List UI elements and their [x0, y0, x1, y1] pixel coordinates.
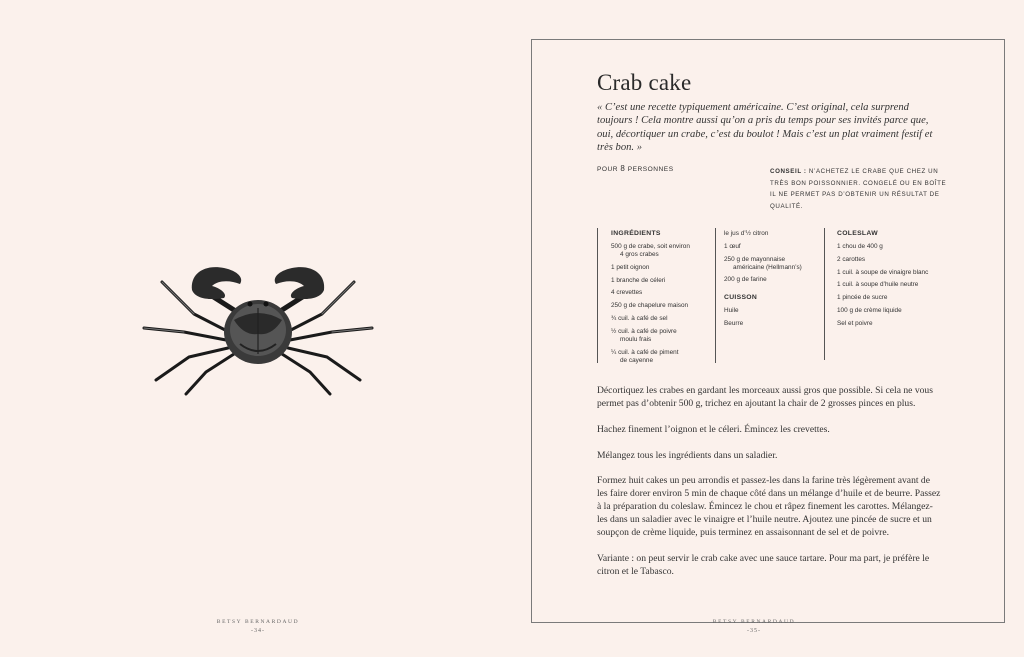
ingredients-column-2: [724, 230, 822, 333]
ingredient-item: 100 g de crème liquide: [837, 306, 902, 314]
ingredient-item: [611, 328, 717, 344]
ingredient-text: 1 branche de céleri: [611, 276, 666, 284]
ingredient-text: ½ cuil. à café de poivre: [611, 327, 677, 335]
ingredient-text: 1 petit oignon: [611, 263, 650, 271]
ingredient-item: [724, 256, 822, 272]
ingredients-heading: INGRÉDIENTS: [611, 230, 661, 237]
ingredient-item: [611, 315, 717, 323]
recipe-step: Mélangez tous les ingrédients dans un saladier.: [597, 449, 778, 461]
recipe-step: Hachez finement l’oignon et le céleri. Émincez les crevettes.: [597, 423, 830, 435]
ingredient-continuation: moulu frais: [620, 335, 652, 343]
coleslaw-column: [837, 230, 957, 333]
servings-suffix: PERSONNES: [627, 166, 674, 173]
ingredient-text: ¼ cuil. à café de piment: [611, 348, 679, 356]
ingredient-text: 250 g de chapelure maison: [611, 302, 689, 310]
recipe-step: Variante : on peut servir le crab cake avec une sauce tartare. Pour ma part, je préfère le citron et le Tabasco.: [597, 552, 930, 577]
ingredient-item: [611, 264, 717, 272]
page-number: -35-: [747, 628, 761, 634]
ingredient-text: 1 œuf: [724, 242, 741, 250]
ingredient-text: ¾ cuil. à café de sel: [611, 314, 668, 322]
ingredient-text: 250 g de mayonnaise: [724, 255, 786, 263]
servings-number: 8: [620, 164, 626, 173]
recipe-step: Formez huit cakes un peu arrondis et passez-les dans la farine très légèrement avant de les faire dorer environ 5 min de chaque côté dans un mélange d’huile et de beurre. Passez à la préparation du coleslaw. Émincez le chou et râpez finement les carottes. Mélangez-les dans un saladier avec le vinaigre et l’huile neutre. Ajoutez une pincée de sucre et un soupçon de crème liquide, puis terminez en assaisonnant de sel et de poivre.: [597, 475, 941, 538]
servings: [597, 164, 674, 173]
cuisson-heading: CUISSON: [724, 294, 758, 302]
ingredient-item: 2 carottes: [837, 255, 866, 263]
recipe-steps: [597, 385, 942, 591]
coleslaw-heading: COLESLAW: [837, 230, 878, 237]
tip-label: CONSEIL :: [770, 168, 807, 175]
column-divider: [824, 228, 825, 360]
page-number: -34-: [251, 628, 265, 634]
recipe-intro-quote: « C’est une recette typiquement américaine. C’est original, cela surprend toujours ! Cela montre aussi qu’on a pris du temps pour ses invités parce que, oui, décortiquer un crabe, c’est du boulot ! Mais c’est un plat vraiment festif et très bon. »: [597, 102, 933, 153]
folio-left: [198, 618, 318, 636]
crab-illustration-icon: [134, 262, 382, 396]
folio-right: [694, 618, 814, 636]
ingredient-text: 200 g de farine: [724, 276, 767, 284]
ingredient-item: Huile: [724, 307, 739, 315]
recipe-title: Crab cake: [597, 70, 692, 95]
ingredient-continuation: américaine (Hellmann’s): [733, 263, 802, 271]
tip-text: N’ACHETEZ LE CRABE QUE CHEZ UN TRÈS BON POISSONNIER. CONGELÉ OU EN BOÎTE IL NE PERMET PAS D’OBTENIR UN RÉSULTAT DE QUALITÉ.: [770, 168, 947, 210]
ingredient-item: [611, 289, 717, 297]
ingredient-item: [724, 276, 822, 284]
ingredient-item: 1 chou de 400 g: [837, 243, 883, 250]
ingredient-text: le jus d’½ citron: [724, 230, 769, 237]
ingredients-column: [611, 230, 717, 369]
ingredient-item: [724, 230, 822, 238]
ingredient-continuation: 4 gros crabes: [620, 251, 659, 258]
ingredient-item: 1 pincée de sucre: [837, 294, 888, 302]
recipe-step: Décortiquez les crabes en gardant les morceaux aussi gros que possible. Si cela ne vous permet pas d’obtenir 500 g, trichez en ajoutant la chair de 2 grosses pinces en plus.: [597, 385, 933, 409]
servings-prefix: POUR: [597, 166, 619, 173]
folio-author: BETSY BERNARDAUD: [712, 619, 796, 625]
ingredient-item: 1 cuil. à soupe de vinaigre blanc: [837, 268, 929, 276]
ingredient-text: 500 g de crabe, soit environ: [611, 243, 690, 250]
ingredient-item: [611, 349, 717, 365]
ingredient-item: [611, 302, 717, 310]
ingredient-item: [611, 243, 717, 259]
tip-box: [770, 166, 950, 212]
ingredient-item: 1 cuil. à soupe d’huile neutre: [837, 281, 919, 289]
ingredient-item: Sel et poivre: [837, 319, 873, 327]
ingredient-text: 4 crevettes: [611, 289, 643, 297]
ingredient-item: [724, 243, 822, 251]
ingredient-item: [611, 277, 717, 285]
ingredient-continuation: de cayenne: [620, 356, 654, 364]
column-divider: [597, 228, 598, 363]
ingredient-item: Beurre: [724, 320, 744, 328]
folio-author: BETSY BERNARDAUD: [216, 619, 300, 625]
